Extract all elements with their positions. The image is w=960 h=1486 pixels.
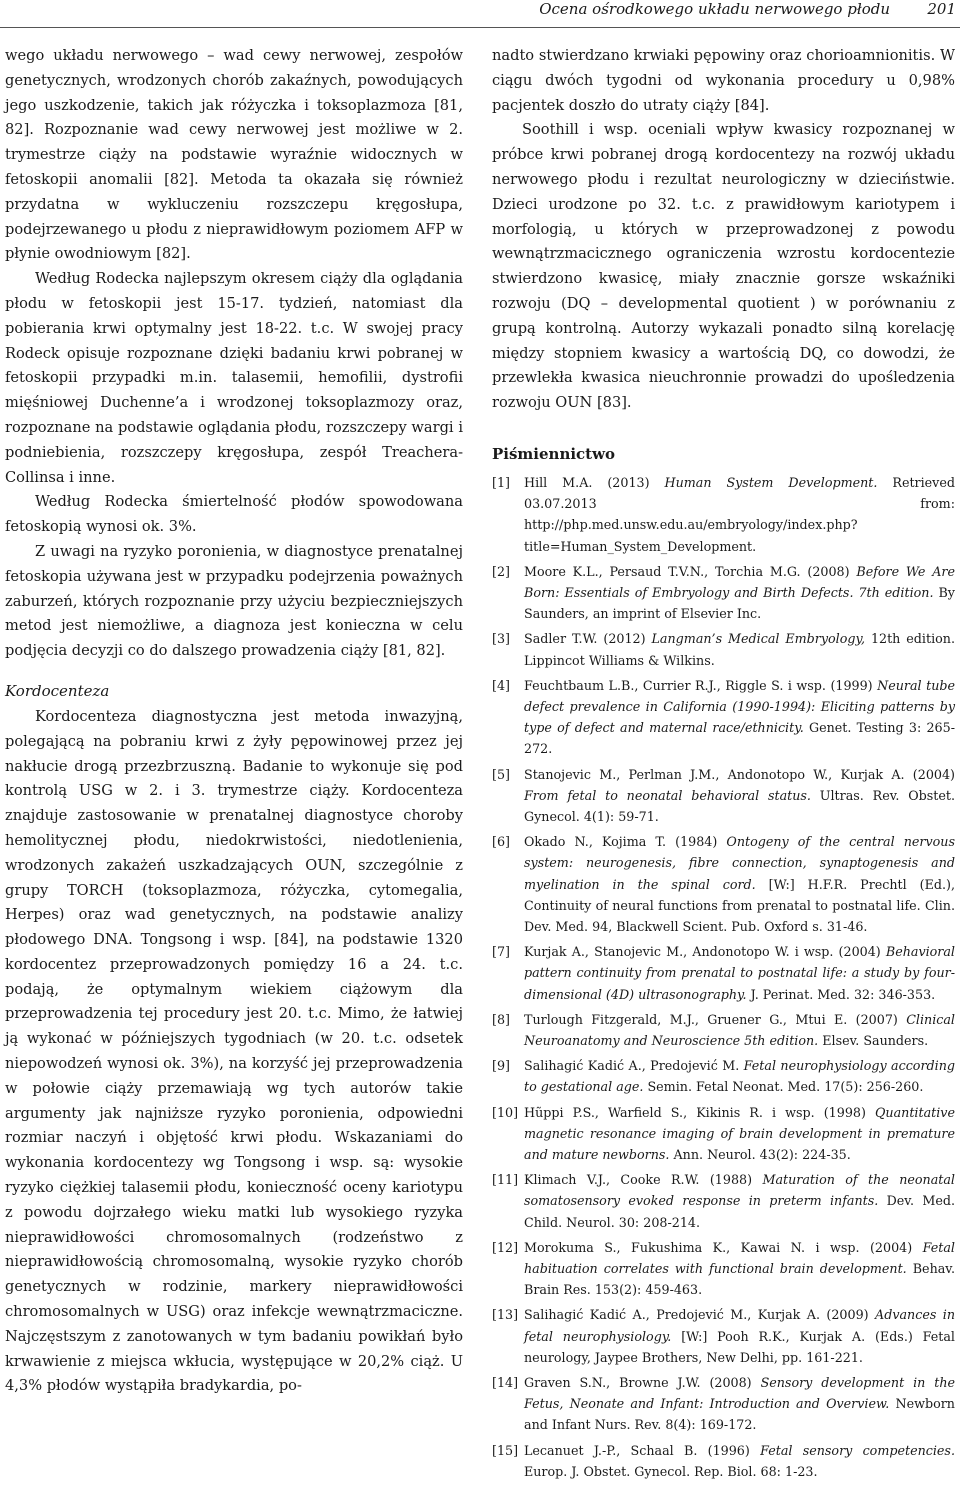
paragraph: Według Rodecka śmiertelność płodów spowodowana fetoskopią wynosi ok. 3%. [5, 493, 463, 536]
page-number: 201 [927, 0, 956, 18]
reference-item [492, 941, 955, 1005]
reference-details: Genet. Testing 3: 265-272. [524, 720, 955, 757]
reference-number: [10] [492, 1104, 519, 1120]
reference-details: Ultras. Rev. Obstet. Gynecol. 4(1): 59-71. [524, 787, 955, 824]
reference-authors: Sadler T.W. (2012) [524, 631, 646, 647]
paragraph: Kordocenteza diagnostyczna jest metoda inwazyjną, polegającą na pobraniu krwi z żyły pępowinowej przez jej nakłucie drogą przezbrzuszną. Badanie to wykonuje się pod kontrolą USG w 2. i 3. trymestrze ciąży. Kordocenteza znajduje zastosowanie w prenatalnej diagnostyce choroby hemolitycznej płodu, niedokrwistości, niedotlenienia, wrodzonych zakażeń uszkadzających OUN, szczególnie z grupy TORCH (toksoplazmoza, różyczka, cytomegalia, Herpes) oraz wad genetycznych, na podstawie analizy płodowego DNA. Tongsong i wsp. [84], na podstawie 1320 kordocentez przeprowadzonych pomiędzy 16 a 24. t.c. podają, że optymalnym wiekiem ciążowym dla przeprowadzenia tej procedury jest 20. t.c. Mimo, że łatwiej ją wykonać w późniejszych tygodniach (w 20. t.c. odsetek niepowodzeń wynosi ok. 3%), na korzyść jej przeprowadzenia w połowie ciąży przemawiają wg tych autorów takie argumenty jak najniższe ryzyko poronienia, odpowiedni rozmiar naczyń i objętość krwi płodu. Wskazaniami do wykonania kordocentezy wg Tongsong i wsp. są: wysokie ryzyko ciężkiej talasemii płodu, konieczność oceny kariotypu z powodu dojrzałego wieku matki lub wysokiego ryzyka nieprawidłowości chromosomalnych (rodzeństwo z nieprawidłowością chromosomalną, wysokie ryzyko chorób genetycznych w rodzinie, markery nieprawidłowości chromosomalnych w USG) oraz infekcje wewnątrzmaciczne. Najczęstszym z zanotowanych w tym badaniu powikłań było krwawienie z miejsca wkłucia, występujące w 20,2% ciąż. U 4,3% płodów wystąpiła bradykardia, po- [5, 707, 463, 1395]
reference-details: Retrieved 03.07.2013 from: http://php.med.unsw.edu.au/embryology/index.php?title=Human_System_Development. [524, 474, 955, 554]
reference-title: Sensory development in the Fetus, Neonate and Infant: Introduction and Overview. [524, 1375, 955, 1412]
reference-number: [9] [492, 1058, 510, 1074]
reference-authors: Klimach V.J., Cooke R.W. (1988) [524, 1172, 753, 1188]
reference-title: Neural tube defect prevalence in California (1990-1994): Eliciting patterns by type of defect and maternal race/ethnicity. [524, 677, 955, 736]
reference-details: Elsev. Saunders. [822, 1033, 929, 1049]
reference-title: Fetal habituation correlates with functional brain development. [524, 1239, 955, 1277]
reference-title: From fetal to neonatal behavioral status. [524, 787, 811, 803]
reference-authors: Morokuma S., Fukushima K., Kawai N. i wsp. (2004) [524, 1239, 913, 1255]
reference-number: [2] [492, 563, 510, 579]
paragraph: wego układu nerwowego – wad cewy nerwowej, zespołów genetycznych, wrodzonych chorób zakaźnych, powodujących jego uszkodzenie, takich jak różyczka i toksoplazmoza [81, 82]. Rozpoznanie wad cewy nerwowej jest możliwe w 2. trymestrze ciąży na podstawie wyraźnie widocznych w fetoskopii anomalii [82]. Metoda ta okazała się również przydatna w wykluczeniu rozszczepu kręgosłupa, podejrzewanego u płodu z nieprawidłowym poziomem AFP w płynie owodniowym [82]. [5, 47, 463, 263]
reference-number: [1] [492, 474, 510, 490]
reference-title: Clinical Neuroanatomy and Neuroscience 5th edition. [524, 1011, 955, 1049]
reference-details: Ann. Neurol. 43(2): 224-35. [673, 1147, 851, 1163]
section-heading: Kordocenteza [5, 681, 110, 700]
right-column [492, 44, 955, 1486]
header-rule [0, 27, 960, 28]
reference-item [492, 1304, 955, 1368]
reference-item [492, 1169, 955, 1233]
reference-item [492, 1372, 955, 1436]
reference-item [492, 764, 955, 828]
reference-item [492, 1055, 955, 1097]
reference-number: [8] [492, 1011, 510, 1027]
reference-list [492, 472, 955, 1482]
reference-number: [4] [492, 677, 510, 693]
paragraph: nadto stwierdzano krwiaki pępowiny oraz chorioamnionitis. W ciągu dwóch tygodni od wykonania procedury u 0,98% pacjentek doszło do utraty ciąży [84]. [492, 47, 955, 114]
reference-authors: Hill M.A. (2013) [524, 474, 650, 490]
reference-title: Quantitative magnetic resonance imaging of brain development in premature and mature newborns. [524, 1104, 955, 1163]
reference-details: J. Perinat. Med. 32: 346-353. [750, 986, 936, 1002]
reference-authors: Lecanuet J.-P., Schaal B. (1996) [524, 1442, 750, 1458]
reference-authors: Turlough Fitzgerald, M.J., Gruener G., Mtui E. (2007) [524, 1011, 898, 1027]
paragraph: Soothill i wsp. oceniali wpływ kwasicy rozpoznanej w próbce krwi pobranej drogą kordocentezy na rozwój układu nerwowego płodu i rezultat neurologiczny w dzieciństwie. Dzieci urodzone po 32. t.c. z prawidłowym kariotypem i morfologią, u których w przeprowadzonej z powodu wewnątrzmacicznego ograniczenia wzrostu kordocentezie stwierdzono kwasicę, miały znacznie gorsze wskaźniki rozwoju (DQ – developmental quotient ) w porównaniu z grupą kontrolną. Autorzy wykazali ponadto silną korelację między stopniem kwasicy a wartością DQ, co dowodzi, że przewlekła kwasica nieuchronnie prowadzi do upośledzenia rozwoju OUN [83]. [492, 121, 955, 412]
reference-details: Dev. Med. Child. Neurol. 30: 208-214. [524, 1193, 955, 1230]
reference-title: Behavioral pattern continuity from prenatal to postnatal life: a study by four-dimensional (4D) ultrasonography. [524, 944, 955, 1002]
reference-number: [6] [492, 834, 510, 850]
reference-number: [15] [492, 1442, 519, 1458]
reference-item [492, 472, 955, 557]
reference-details: 12th edition. Lippincot Williams & Wilkins. [524, 631, 955, 668]
reference-details: Europ. J. Obstet. Gynecol. Rep. Biol. 68: 1-23. [524, 1463, 818, 1479]
reference-details: [W:] Pooh R.K., Kurjak A. (Eds.) Fetal neurology, Jaypee Brothers, New Delhi, pp. 161-221. [524, 1328, 955, 1365]
reference-authors: Feuchtbaum L.B., Currier R.J., Riggle S. i wsp. (1999) [524, 677, 873, 693]
reference-title: Human System Development. [664, 474, 878, 490]
reference-title: Fetal sensory competencies. [760, 1442, 955, 1458]
paragraph: Według Rodecka najlepszym okresem ciąży dla oglądania płodu w fetoskopii jest 15-17. tydzień, natomiast dla pobierania krwi optymalny jest 18-22. t.c. W swojej pracy Rodeck opisuje rozpoznane dzięki badaniu krwi pobranej w fetoskopii przypadki m.in. talasemii, hemofilii, dystrofii mięśniowej Duchenne’a i wrodzonej toksoplazmozy oraz, rozpoznane na podstawie oglądania płodu, rozszczepy wargi i podniebienia, rozszczepy kręgosłupa, zespół Treachera-Collinsa i inne. [5, 270, 463, 486]
reference-item [492, 561, 955, 625]
reference-authors: Salihagić Kadić A., Predojević M. [524, 1058, 740, 1074]
reference-title: Advances in fetal neurophysiology. [524, 1307, 955, 1344]
reference-authors: Kurjak A., Stanojevic M., Andonotopo W. i wsp. (2004) [524, 944, 881, 960]
reference-number: [7] [492, 944, 510, 960]
reference-title: Maturation of the neonatal somatosensory evoked response in preterm infants. [524, 1172, 955, 1209]
reference-item [492, 675, 955, 760]
reference-authors: Graven S.N., Browne J.W. (2008) [524, 1375, 752, 1391]
reference-item [492, 628, 955, 670]
reference-title: Ontogeny of the central nervous system: neurogenesis, fibre connection, synaptogenesis and myelination in the spinal cord. [524, 834, 955, 892]
reference-title: Langman’s Medical Embryology, [651, 631, 865, 647]
reference-details: Newborn and Infant Nurs. Rev. 8(4): 169-172. [524, 1396, 955, 1433]
reference-authors: Moore K.L., Persaud T.V.N., Torchia M.G. (2008) [524, 563, 850, 579]
reference-details: Semin. Fetal Neonat. Med. 17(5): 256-260. [647, 1079, 924, 1095]
reference-authors: Stanojevic M., Perlman J.M., Andonotopo W., Kurjak A. (2004) [524, 766, 955, 782]
reference-authors: Salihagić Kadić A., Predojević M., Kurjak A. (2009) [524, 1307, 869, 1323]
running-title: Ocena ośrodkowego układu nerwowego płodu [539, 0, 890, 18]
reference-item [492, 1009, 955, 1051]
reference-authors: Hũppi P.S., Warfield S., Kikinis R. i wsp. (1998) [524, 1104, 866, 1120]
reference-details: [W:] H.F.R. Prechtl (Ed.), Continuity of neural functions from prenatal to postnatal life. Clin. Dev. Med. 94, Blackwell Scient. Pub. Oxford s. 31-46. [524, 876, 955, 935]
reference-title: Before We Are Born: Essentials of Embryology and Birth Defects. 7th edition. [524, 563, 955, 600]
reference-item [492, 1440, 955, 1482]
left-column [5, 44, 463, 1399]
reference-number: [3] [492, 631, 510, 647]
reference-authors: Okado N., Kojima T. (1984) [524, 834, 718, 850]
reference-number: [11] [492, 1172, 519, 1188]
references-heading: Piśmiennictwo [492, 444, 616, 463]
reference-details: By Saunders, an imprint of Elsevier Inc. [524, 584, 955, 622]
reference-number: [13] [492, 1307, 519, 1323]
reference-number: [12] [492, 1239, 519, 1255]
reference-item [492, 1102, 955, 1166]
reference-number: [14] [492, 1375, 519, 1391]
reference-number: [5] [492, 766, 510, 782]
reference-details: Behav. Brain Res. 153(2): 459-463. [524, 1261, 955, 1298]
running-header [0, 0, 960, 22]
reference-item [492, 831, 955, 937]
reference-title: Fetal neurophysiology according to gestational age. [524, 1058, 955, 1095]
paragraph: Z uwagi na ryzyko poronienia, w diagnostyce prenatalnej fetoskopia używana jest w przypadku podejrzenia poważnych zaburzeń, których rozpoznanie przy użyciu bezpieczniejszych metod jest niemożliwe, a diagnoza jest konieczna w celu podjęcia decyzji co do dalszego prowadzenia ciąży [81, 82]. [5, 542, 463, 660]
reference-item [492, 1237, 955, 1301]
